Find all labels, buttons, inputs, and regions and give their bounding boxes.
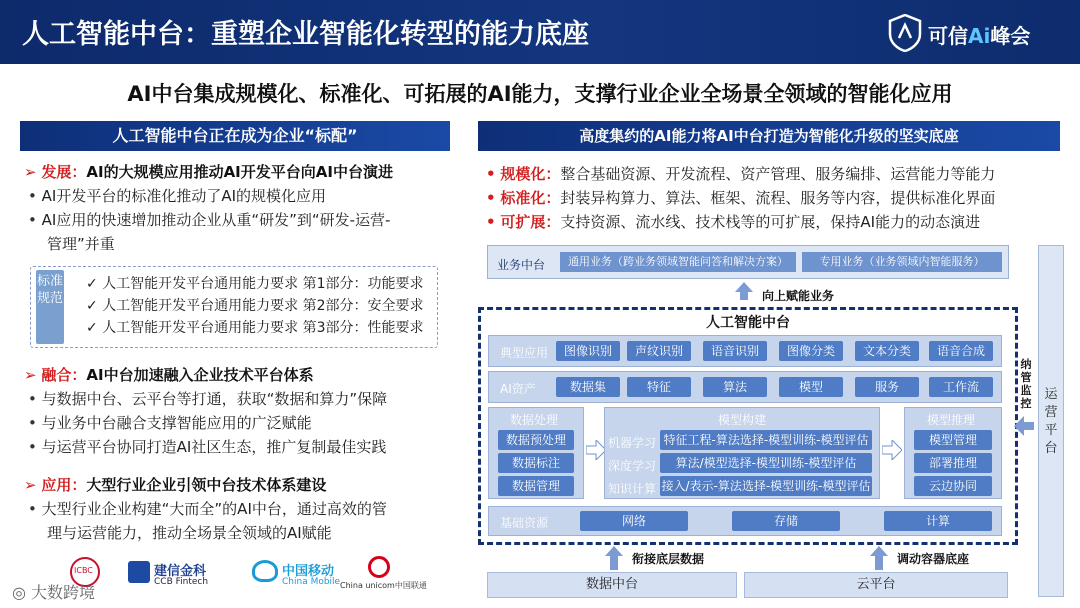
ml-label: 机器学习: [608, 436, 657, 450]
general-business-chip: 通用业务（跨业务领域智能问答和解决方案）: [560, 252, 796, 272]
capability-line: • 规模化：整合基础资源、开发流程、资产管理、服务编排、运营能力等能力: [486, 165, 996, 183]
section-development: ➢ 发展：AI的大规模应用推动AI开发平台向AI中台演进: [24, 163, 393, 181]
capability-line: • 可扩展：支持资源、流水线、技术栈等的可扩展，保持AI能力的动态演进: [486, 213, 981, 231]
inference-item-chip: 云边协同: [914, 476, 992, 496]
bullet: • 大型行业企业构建“大而全”的AI中台，通过高效的管: [28, 500, 387, 518]
icbc-logo-text: ICBC: [74, 566, 93, 575]
page-title: 人工智能中台：重塑企业智能化转型的能力底座: [22, 19, 589, 50]
model-build-label: 模型构建: [718, 413, 767, 427]
up-arrow-icon: [735, 282, 753, 292]
ccb-logo-icon: [128, 561, 150, 583]
asset-chip: 算法: [703, 377, 767, 397]
right-panel-header: 高度集约的AI能力将AI中台打造为智能化升级的坚实底座: [478, 121, 1060, 151]
cloud-platform-box: 云平台: [744, 572, 1008, 598]
china-unicom-name: China unicom中国联通: [340, 581, 427, 590]
app-chip: 语音识别: [703, 341, 767, 361]
ops-platform-box: 运营平台: [1038, 245, 1064, 597]
right-arrow-icon: [882, 440, 902, 460]
up-arrow-icon: [605, 546, 623, 556]
capability-line: • 标准化：封装异构算力、算法、框架、流程、服务等内容，提供标准化界面: [486, 189, 996, 207]
left-panel-header: 人工智能中台正在成为企业“标配”: [20, 121, 450, 151]
arrow-icon: ➢: [24, 366, 37, 384]
container-base-label: 调动容器底座: [897, 552, 970, 566]
inference-item-chip: 模型管理: [914, 430, 992, 450]
data-item-chip: 数据预处理: [498, 430, 574, 450]
china-mobile-en: China Mobile: [282, 577, 341, 587]
app-chip: 图像识别: [556, 341, 620, 361]
kc-label: 知识计算: [608, 482, 657, 496]
typical-apps-label: 典型应用: [500, 346, 549, 360]
asset-chip: 特征: [627, 377, 691, 397]
data-item-chip: 数据标注: [498, 453, 574, 473]
base-chip: 计算: [884, 511, 992, 531]
up-arrow-icon: [870, 546, 888, 556]
right-arrow-icon: [586, 440, 606, 460]
base-chip: 网络: [580, 511, 688, 531]
inference-item-chip: 部署推理: [914, 453, 992, 473]
section-application: ➢ 应用：大型行业企业引领中台技术体系建设: [24, 476, 327, 494]
standard-item: ✓ 人工智能开发平台通用能力要求 第1部分：功能要求: [86, 276, 424, 292]
up-arrow-stem: [875, 556, 883, 570]
section-fusion: ➢ 融合：AI中台加速融入企业技术平台体系: [24, 366, 314, 384]
dl-label: 深度学习: [608, 459, 657, 473]
shield-logo-icon: [888, 14, 922, 52]
standards-label: 标准规范: [36, 270, 64, 344]
asset-chip: 服务: [855, 377, 919, 397]
ccb-fintech-en: CCB Fintech: [154, 577, 209, 587]
model-inference-label: 模型推理: [927, 413, 976, 427]
china-unicom-logo-icon: [368, 556, 390, 578]
base-resources-label: 基础资源: [500, 516, 549, 530]
bullet: • 与业务中台融合支撑智能应用的广泛赋能: [28, 414, 312, 432]
business-platform-label: 业务中台: [497, 258, 546, 272]
bullet: • AI应用的快速增加推动企业从重“研发”到“研发-运营-: [28, 211, 391, 229]
brand-name: 可信Ai峰会: [928, 24, 1031, 48]
app-chip: 图像分类: [779, 341, 843, 361]
up-arrow-stem: [610, 556, 618, 570]
bullet: • 与运营平台协同打造AI社区生态，推广复制最佳实践: [28, 438, 387, 456]
data-processing-label: 数据处理: [510, 413, 559, 427]
ccb-fintech-name: 建信金科: [154, 564, 207, 579]
data-platform-box: 数据中台: [487, 572, 737, 598]
base-chip: 存储: [732, 511, 840, 531]
empower-business-label: 向上赋能业务: [762, 289, 835, 303]
subtitle: AI中台集成规模化、标准化、可拓展的AI能力，支撑行业企业全场景全领域的智能化应用: [127, 82, 953, 106]
ml-pipeline-chip: 特征工程-算法选择-模型训练-模型评估: [660, 430, 872, 450]
app-chip: 声纹识别: [627, 341, 691, 361]
standard-item: ✓ 人工智能开发平台通用能力要求 第3部分：性能要求: [86, 320, 424, 336]
standard-item: ✓ 人工智能开发平台通用能力要求 第2部分：安全要求: [86, 298, 424, 314]
ai-assets-label: AI资产: [500, 382, 536, 396]
china-mobile-logo-icon: [252, 560, 278, 582]
asset-chip: 模型: [779, 377, 843, 397]
arrow-icon: ➢: [24, 163, 37, 181]
bullet-continuation: 管理”并重: [47, 235, 115, 253]
up-arrow-stem: [740, 292, 748, 300]
kc-pipeline-chip: 接入/表示-算法选择-模型训练-模型评估: [660, 476, 872, 496]
dl-pipeline-chip: 算法/模型选择-模型训练-模型评估: [660, 453, 872, 473]
china-mobile-name: 中国移动: [282, 564, 335, 579]
connect-data-label: 衔接底层数据: [632, 552, 705, 566]
special-business-chip: 专用业务（业务领域内智能服务）: [802, 252, 1002, 272]
ops-monitor-label: 纳管监控: [1020, 358, 1032, 410]
watermark: ◎ 大数跨境: [12, 583, 96, 602]
data-item-chip: 数据管理: [498, 476, 574, 496]
ai-platform-title: 人工智能中台: [706, 315, 790, 331]
bullet: • 与数据中台、云平台等打通，获取“数据和算力”保障: [28, 390, 388, 408]
app-chip: 语音合成: [929, 341, 993, 361]
left-arrow-icon: [1014, 416, 1034, 436]
bullet-continuation: 理与运营能力，推动全场景全领域的AI赋能: [47, 524, 332, 542]
asset-chip: 工作流: [929, 377, 993, 397]
app-chip: 文本分类: [855, 341, 919, 361]
asset-chip: 数据集: [556, 377, 620, 397]
arrow-icon: ➢: [24, 476, 37, 494]
bullet: • AI开发平台的标准化推动了AI的规模化应用: [28, 187, 327, 205]
